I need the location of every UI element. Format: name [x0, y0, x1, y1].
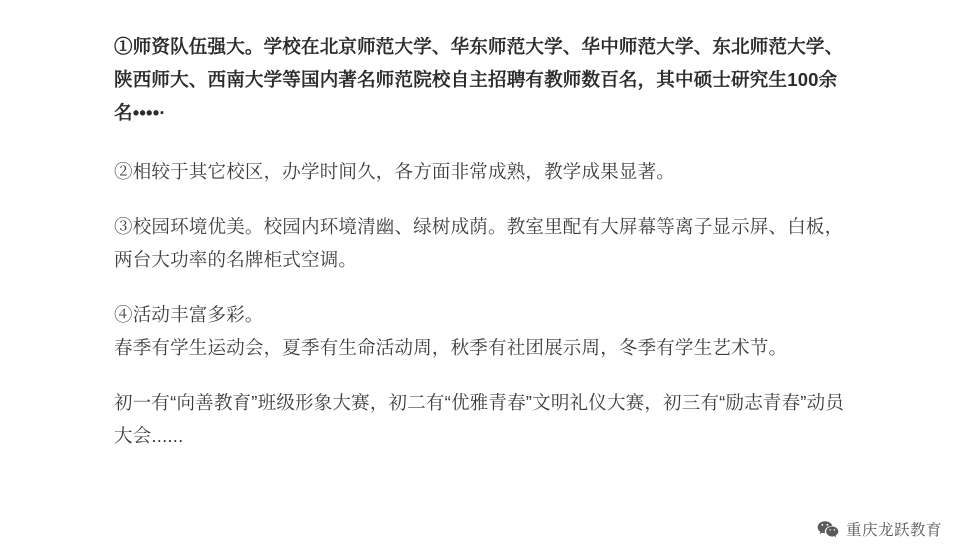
paragraph-6: 初一有“向善教育”班级形象大赛，初二有“优雅青春”文明礼仪大赛，初三有“励志青春”动员大会......: [114, 392, 845, 446]
brand-name: 重庆龙跃教育: [845, 522, 942, 539]
paragraph-5: 春季有学生运动会，夏季有生命活动周，秋季有社团展示周，冬季有学生艺术节。: [114, 337, 788, 358]
article-body: [114, 30, 854, 474]
footer-brand: [817, 518, 942, 540]
paragraph-2: ②相较于其它校区，办学时间久，各方面非常成熟，教学成果显著。: [114, 161, 676, 182]
paragraph-4: ④活动丰富多彩。: [114, 304, 264, 325]
paragraph-1: ①师资队伍强大。学校在北京师范大学、华东师范大学、华中师范大学、东北师范大学、陕西师大、西南大学等国内著名师范院校自主招聘有教师数百名，其中硕士研究生100余名••••·: [114, 36, 844, 123]
paragraph-3: ③校园环境优美。校园内环境清幽、绿树成荫。教室里配有大屏幕等离子显示屏、白板，两台大功率的名牌柜式空调。: [114, 216, 844, 270]
wechat-icon: [817, 520, 839, 539]
